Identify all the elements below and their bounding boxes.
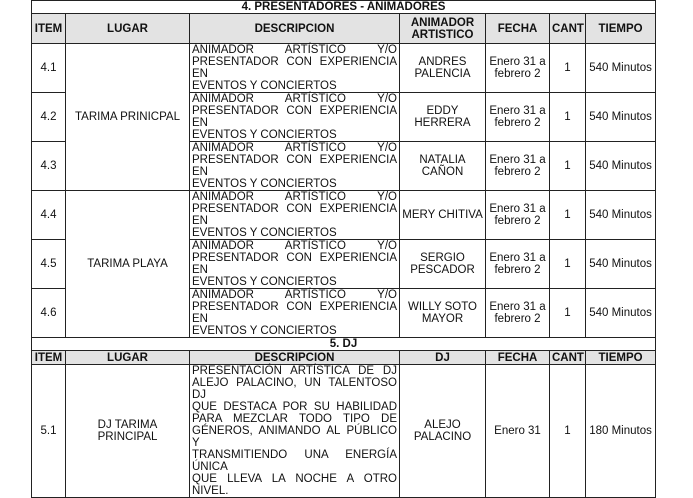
- animador-cell: EDDY HERRERA: [400, 93, 486, 142]
- item-cell: 5.1: [32, 365, 66, 498]
- table-row: [32, 191, 656, 240]
- description-cell: [190, 44, 400, 93]
- cant-cell: 1: [550, 142, 586, 191]
- cant-cell: 1: [550, 93, 586, 142]
- cant-cell: 1: [550, 289, 586, 338]
- header-cant: CANT: [550, 14, 586, 44]
- description-line: ANIMADOR ARTÍSTICO Y/O: [192, 142, 397, 154]
- description-line: EVENTOS Y CONCIERTOS: [192, 227, 337, 239]
- description-line: PRESENTADOR CON EXPERIENCIA EN: [192, 105, 397, 129]
- description-cell: [190, 240, 400, 289]
- header-fecha: FECHA: [486, 351, 550, 365]
- fecha-cell: Enero 31 a febrero 2: [486, 142, 550, 191]
- item-cell: 4.4: [32, 191, 66, 240]
- item-cell: 4.6: [32, 289, 66, 338]
- section5-header-row: [32, 351, 656, 365]
- lugar-cell: DJ TARIMA PRINCIPAL: [66, 365, 190, 498]
- lugar-cell: TARIMA PLAYA: [66, 191, 190, 338]
- description-line: ANIMADOR ARTÍSTICO Y/O: [192, 44, 397, 56]
- cant-cell: 1: [550, 44, 586, 93]
- fecha-cell: Enero 31 a febrero 2: [486, 240, 550, 289]
- description-line: PRESENTACIÓN ARTÍSTICA DE DJ: [192, 365, 397, 377]
- lugar-cell: TARIMA PRINICPAL: [66, 44, 190, 191]
- description-line: PRESENTADOR CON EXPERIENCIA EN: [192, 203, 397, 227]
- animador-cell: MERY CHITIVA: [400, 191, 486, 240]
- cant-cell: 1: [550, 240, 586, 289]
- description-line: PARA MEZCLAR TODO TIPO DE: [192, 413, 397, 425]
- description-line: ANIMADOR ARTÍSTICO Y/O: [192, 240, 397, 252]
- animador-cell: NATALIA CAÑON: [400, 142, 486, 191]
- header-lugar: LUGAR: [66, 14, 190, 44]
- table-row: [32, 365, 656, 498]
- item-cell: 4.5: [32, 240, 66, 289]
- header-item: ITEM: [32, 14, 66, 44]
- header-tiempo: TIEMPO: [586, 351, 656, 365]
- cant-cell: 1: [550, 365, 586, 498]
- item-cell: 4.2: [32, 93, 66, 142]
- description-line: EVENTOS Y CONCIERTOS: [192, 129, 337, 141]
- tiempo-cell: 540 Minutos: [586, 240, 656, 289]
- section5-title: 5. DJ: [32, 338, 656, 351]
- description-line: ANIMADOR ARTÍSTICO Y/O: [192, 93, 397, 105]
- fecha-cell: Enero 31 a febrero 2: [486, 93, 550, 142]
- header-cant: CANT: [550, 351, 586, 365]
- description-line: GÉNEROS, ANIMANDO AL PÚBLICO Y: [192, 425, 397, 449]
- description-cell: [190, 93, 400, 142]
- item-cell: 4.1: [32, 44, 66, 93]
- description-line: ALEJO PALACINO, UN TALENTOSO DJ: [192, 377, 397, 401]
- animador-cell: SERGIO PESCADOR: [400, 240, 486, 289]
- description-cell: [190, 191, 400, 240]
- description-line: PRESENTADOR CON EXPERIENCIA EN: [192, 56, 397, 80]
- description-line: ANIMADOR ARTÍSTICO Y/O: [192, 289, 397, 301]
- tiempo-cell: 540 Minutos: [586, 44, 656, 93]
- description-cell: [190, 289, 400, 338]
- section4-title: 4. PRESENTADORES - ANIMADORES: [32, 1, 656, 14]
- description-line: PRESENTADOR CON EXPERIENCIA EN: [192, 301, 397, 325]
- description-line: EVENTOS Y CONCIERTOS: [192, 178, 337, 190]
- fecha-cell: Enero 31 a febrero 2: [486, 289, 550, 338]
- dj-cell: ALEJO PALACINO: [400, 365, 486, 498]
- description-line: ANIMADOR ARTÍSTICO Y/O: [192, 191, 397, 203]
- description-line: EVENTOS Y CONCIERTOS: [192, 276, 337, 288]
- table-row: [32, 44, 656, 93]
- header-lugar: LUGAR: [66, 351, 190, 365]
- animador-cell: WILLY SOTO MAYOR: [400, 289, 486, 338]
- tiempo-cell: 180 Minutos: [586, 365, 656, 498]
- description-line: QUE LLEVA LA NOCHE A OTRO NIVEL.: [192, 473, 397, 497]
- fecha-cell: Enero 31 a febrero 2: [486, 44, 550, 93]
- description-line: EVENTOS Y CONCIERTOS: [192, 80, 337, 92]
- section4-header-row: [32, 14, 656, 44]
- header-descripcion: DESCRIPCION: [190, 351, 400, 365]
- section-title-row: [32, 1, 656, 14]
- header-animador: ANIMADOR ARTISTICO: [400, 14, 486, 44]
- description-line: PRESENTADOR CON EXPERIENCIA EN: [192, 154, 397, 178]
- item-cell: 4.3: [32, 142, 66, 191]
- fecha-cell: Enero 31 a febrero 2: [486, 191, 550, 240]
- header-descripcion: DESCRIPCION: [190, 14, 400, 44]
- tiempo-cell: 540 Minutos: [586, 191, 656, 240]
- header-dj: DJ: [400, 351, 486, 365]
- description-line: PRESENTADOR CON EXPERIENCIA EN: [192, 252, 397, 276]
- description-cell: [190, 142, 400, 191]
- description-cell: [190, 365, 400, 498]
- tiempo-cell: 540 Minutos: [586, 93, 656, 142]
- header-item: ITEM: [32, 351, 66, 365]
- animador-cell: ANDRES PALENCIA: [400, 44, 486, 93]
- cant-cell: 1: [550, 191, 586, 240]
- header-tiempo: TIEMPO: [586, 14, 656, 44]
- fecha-cell: Enero 31: [486, 365, 550, 498]
- section-title-row: [32, 338, 656, 351]
- description-line: QUE DESTACA POR SU HABILIDAD: [192, 401, 397, 413]
- header-fecha: FECHA: [486, 14, 550, 44]
- tiempo-cell: 540 Minutos: [586, 142, 656, 191]
- presenters-dj-table: [31, 0, 656, 498]
- description-line: TRANSMITIENDO UNA ENERGÍA ÚNICA: [192, 449, 397, 473]
- tiempo-cell: 540 Minutos: [586, 289, 656, 338]
- description-line: EVENTOS Y CONCIERTOS: [192, 325, 337, 337]
